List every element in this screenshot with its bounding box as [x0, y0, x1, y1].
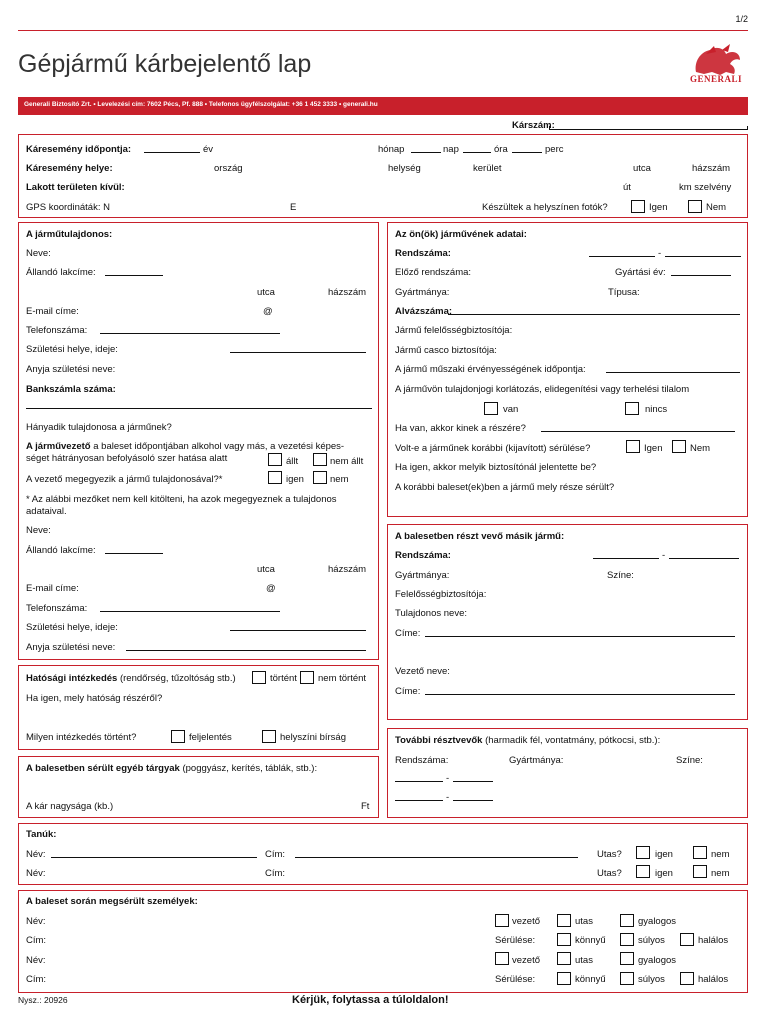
- owner-house-label: házszám: [328, 287, 367, 298]
- tick: [549, 126, 550, 130]
- witness2-passenger-label: Utas?: [597, 868, 622, 879]
- authority-no-label: nem történt: [318, 673, 367, 684]
- year-made-label: Gyártási év:: [615, 267, 666, 278]
- prior-yes-label: Igen: [644, 443, 663, 454]
- participant2-reg-2[interactable]: [453, 795, 493, 801]
- owner-title: A járműtulajdonos:: [26, 229, 113, 240]
- owner-count-label: Hányadik tulajdonosa a járműnek?: [26, 422, 172, 433]
- injured1-passenger-checkbox[interactable]: [557, 914, 571, 927]
- owner-name-label: Neve:: [26, 248, 51, 259]
- influence-yes-label: állt: [286, 456, 299, 467]
- same-yes-label: igen: [286, 474, 304, 485]
- prev-reg-label: Előző rendszáma:: [395, 267, 472, 278]
- driver-name-label: Neve:: [26, 525, 51, 536]
- owner-address-label: Állandó lakcíme:: [26, 267, 96, 278]
- mot-label: A jármű műszaki érvényességének időpontja:: [395, 364, 586, 375]
- witness1-address-label: Cím:: [265, 849, 286, 860]
- brand-name: GENERALI: [690, 74, 743, 84]
- form-code: Nysz.: 20926: [18, 995, 68, 1005]
- town-label: helység: [388, 163, 421, 174]
- currency-label: Ft: [361, 801, 370, 812]
- day-field[interactable]: [411, 147, 441, 153]
- participants-title-rest: (harmadik fél, vontatmány, pótkocsi, stb.):: [482, 735, 661, 746]
- at-sign-2: @: [266, 583, 276, 594]
- gps-label: GPS koordináták: N: [26, 202, 110, 213]
- banner-text: Generali Biztosító Zrt. • Levelezési cím: 7602 Pécs, Pf. 888 • Telefonos ügyfélszolgálat: +36 1 452 3333 • generali.hu: [24, 101, 378, 108]
- top-rule: [18, 30, 748, 31]
- injured2-light-label: könnyű: [575, 974, 606, 985]
- authority-no-checkbox[interactable]: [300, 671, 314, 684]
- other-make-label: Gyártmánya:: [395, 570, 450, 581]
- dash: -: [446, 792, 450, 803]
- restriction-no-checkbox[interactable]: [625, 402, 639, 415]
- other-owner-label: Tulajdonos neve:: [395, 608, 468, 619]
- continue-note: Kérjük, folytassa a túloldalon!: [292, 994, 449, 1006]
- minute-field[interactable]: [512, 147, 542, 153]
- witness1-no-checkbox[interactable]: [693, 846, 707, 859]
- bank-account-field[interactable]: [26, 403, 372, 409]
- injured1-driver-checkbox[interactable]: [495, 914, 509, 927]
- participants-title-bold: További résztvevők: [395, 735, 483, 746]
- participant1-reg-2[interactable]: [453, 776, 493, 782]
- objects-title: [26, 763, 317, 774]
- driver-text2: séget hátrányosan befolyásoló szer hatása alatt: [26, 453, 228, 464]
- driver-zip-field[interactable]: [105, 548, 163, 554]
- owner-note: [26, 494, 337, 518]
- photos-no-label: Nem: [706, 202, 727, 213]
- restriction-yes-checkbox[interactable]: [484, 402, 498, 415]
- injured2-fatal-label: halálos: [698, 974, 729, 985]
- road-label: út: [623, 182, 631, 193]
- year-label: év: [203, 144, 214, 155]
- injured2-severe-label: súlyos: [638, 974, 665, 985]
- witness1-yes-checkbox[interactable]: [636, 846, 650, 859]
- witness2-name-label: Név:: [26, 868, 46, 879]
- other-address-field[interactable]: [425, 631, 735, 637]
- owner-birth-label: Születési helye, ideje:: [26, 344, 118, 355]
- participants-reg-label: Rendszáma:: [395, 755, 449, 766]
- year-field[interactable]: [144, 147, 200, 153]
- dash: -: [446, 773, 450, 784]
- minute-label: perc: [545, 144, 564, 155]
- witness2-no-label: nem: [711, 868, 730, 879]
- injured1-severe-label: súlyos: [638, 935, 665, 946]
- info-banner: [18, 97, 748, 115]
- km-label: km szelvény: [679, 182, 732, 193]
- authority-yes-label: történt: [270, 673, 297, 684]
- chassis-label: Alvázszáma:: [395, 306, 453, 317]
- witness1-passenger-label: Utas?: [597, 849, 622, 860]
- injured1-light-label: könnyű: [575, 935, 606, 946]
- witness1-address-field[interactable]: [295, 852, 578, 858]
- injured2-passenger-label: utas: [575, 955, 593, 966]
- mot-field[interactable]: [606, 367, 740, 373]
- same-driver-label: A vezető megegyezik a jármű tulajdonosával?*: [26, 474, 223, 485]
- note-line1: * Az alábbi mezőket nem kell kitölteni, ha azok megegyeznek a tulajdonos: [26, 494, 337, 505]
- at-sign: @: [263, 306, 273, 317]
- owner-phone-field[interactable]: [100, 328, 280, 334]
- driver-birth-label: Születési helye, ideje:: [26, 622, 118, 633]
- report-label: feljelentés: [189, 732, 232, 743]
- restriction-label: A járművön tulajdonjogi korlátozás, elidegenítési vagy terhelési tilalom: [395, 384, 690, 395]
- injured1-pedestrian-label: gyalogos: [638, 916, 677, 927]
- photos-question: Készültek a helyszínen fotók?: [482, 202, 608, 213]
- gps-e-label: E: [290, 202, 297, 213]
- authority-title-rest: (rendőrség, tűzoltóság stb.): [117, 673, 236, 684]
- photos-yes-label: Igen: [649, 202, 668, 213]
- witness2-no-checkbox[interactable]: [693, 865, 707, 878]
- owner-street-label: utca: [257, 287, 275, 298]
- other-title: A balesetben részt vevő másik jármű:: [395, 531, 565, 542]
- participants-color-label: Színe:: [676, 755, 703, 766]
- whom-label: Ha van, akkor kinek a részére?: [395, 423, 526, 434]
- injured1-pedestrian-checkbox[interactable]: [620, 914, 634, 927]
- injured1-name-label: Név:: [26, 916, 46, 927]
- participants-make-label: Gyártmánya:: [509, 755, 564, 766]
- injured2-pedestrian-checkbox[interactable]: [620, 952, 634, 965]
- make-label: Gyártmánya:: [395, 287, 450, 298]
- injured2-light-checkbox[interactable]: [557, 972, 571, 985]
- injured1-light-checkbox[interactable]: [557, 933, 571, 946]
- other-address-label: Címe:: [395, 628, 421, 639]
- other-reg-field-2[interactable]: [669, 553, 739, 559]
- claim-number-field[interactable]: [549, 124, 748, 130]
- influence-no-checkbox[interactable]: [313, 453, 327, 466]
- injured2-address-label: Cím:: [26, 974, 47, 985]
- witness2-yes-label: igen: [655, 868, 673, 879]
- driver-email-label: E-mail címe:: [26, 583, 79, 594]
- owner-zip-field[interactable]: [105, 270, 163, 276]
- authority-yes-checkbox[interactable]: [252, 671, 266, 684]
- driver-address-label: Állandó lakcíme:: [26, 545, 96, 556]
- whom-field[interactable]: [541, 426, 735, 432]
- photos-no-checkbox[interactable]: [688, 200, 702, 213]
- driver-phone-field[interactable]: [100, 606, 280, 612]
- witness2-address-label: Cím:: [265, 868, 286, 879]
- vehicle-title: Az ön(ök) járművének adatai:: [395, 229, 527, 240]
- injured1-severe-checkbox[interactable]: [620, 933, 634, 946]
- vehicle-reg-field-1[interactable]: [589, 251, 655, 257]
- month-label: hónap: [378, 144, 405, 155]
- other-address2-field[interactable]: [425, 689, 735, 695]
- participant1-reg-1[interactable]: [395, 776, 443, 782]
- other-reg-label: Rendszáma:: [395, 550, 451, 561]
- owner-email-label: E-mail címe:: [26, 306, 79, 317]
- owner-birth-field[interactable]: [230, 347, 366, 353]
- page-number: 1/2: [735, 14, 748, 24]
- type-label: Típusa:: [608, 287, 640, 298]
- dash: -: [662, 550, 666, 561]
- event-place-label: Káresemény helye:: [26, 163, 113, 174]
- other-color-label: Színe:: [607, 570, 634, 581]
- chassis-field[interactable]: [448, 309, 740, 315]
- fine-label: helyszíni bírság: [280, 732, 347, 743]
- outside-area-label: Lakott területen kívül:: [26, 182, 125, 193]
- injured1-fatal-label: halálos: [698, 935, 729, 946]
- driver-phone-label: Telefonszáma:: [26, 603, 88, 614]
- prior-no-checkbox[interactable]: [672, 440, 686, 453]
- other-reg-field-1[interactable]: [593, 553, 659, 559]
- hour-field[interactable]: [463, 147, 491, 153]
- injured2-driver-checkbox[interactable]: [495, 952, 509, 965]
- influence-yes-checkbox[interactable]: [268, 453, 282, 466]
- other-address2-label: Címe:: [395, 686, 421, 697]
- driver-bold: A járművezető: [26, 441, 91, 452]
- driver-street-label: utca: [257, 564, 275, 575]
- driver-birth-field[interactable]: [230, 625, 366, 631]
- driver-house-label: házszám: [328, 564, 367, 575]
- hour-label: óra: [494, 144, 508, 155]
- country-label: ország: [214, 163, 243, 174]
- injured2-passenger-checkbox[interactable]: [557, 952, 571, 965]
- bank-account-label: Bankszámla száma:: [26, 384, 116, 395]
- injured2-fatal-checkbox[interactable]: [680, 972, 694, 985]
- witness1-no-label: nem: [711, 849, 730, 860]
- injured2-driver-label: vezető: [512, 955, 540, 966]
- damage-amount-label: A kár nagysága (kb.): [26, 801, 114, 812]
- witness1-name-label: Név:: [26, 849, 46, 860]
- prior-yes-checkbox[interactable]: [626, 440, 640, 453]
- participant2-reg-1[interactable]: [395, 795, 443, 801]
- influence-no-label: nem állt: [330, 456, 364, 467]
- injured2-severe-checkbox[interactable]: [620, 972, 634, 985]
- injured1-passenger-label: utas: [575, 916, 593, 927]
- restriction-yes-label: van: [503, 404, 519, 415]
- witness2-yes-checkbox[interactable]: [636, 865, 650, 878]
- vehicle-reg-field-2[interactable]: [665, 251, 741, 257]
- dash: -: [658, 248, 662, 259]
- insurer-label: Ha igen, akkor melyik biztosítónál jelentette be?: [395, 462, 597, 473]
- injured1-injury-label: Sérülése:: [495, 935, 536, 946]
- injured2-injury-label: Sérülése:: [495, 974, 536, 985]
- claim-number-label: Kárszám:: [512, 120, 555, 131]
- casco-label: Jármű casco biztosítója:: [395, 345, 497, 356]
- driver-text1: a baleset időpontjában alkohol vagy más, a vezetési képes-: [90, 441, 345, 452]
- objects-title-rest: (poggyász, kerítés, táblák, stb.):: [179, 763, 318, 774]
- district-label: kerület: [473, 163, 502, 174]
- tick: [747, 126, 748, 130]
- owner-phone-label: Telefonszáma:: [26, 325, 88, 336]
- photos-yes-checkbox[interactable]: [631, 200, 645, 213]
- witness1-yes-label: igen: [655, 849, 673, 860]
- vehicle-reg-label: Rendszáma:: [395, 248, 451, 259]
- house-number-label: házszám: [692, 163, 731, 174]
- injured1-address-label: Cím:: [26, 935, 47, 946]
- driver-mother-label: Anyja születési neve:: [26, 642, 116, 653]
- note-line2: adataival.: [26, 506, 67, 517]
- other-liability-label: Felelősségbiztosítója:: [395, 589, 487, 600]
- authority-which-label: Ha igen, mely hatóság részéről?: [26, 693, 163, 704]
- street-label: utca: [633, 163, 651, 174]
- report-checkbox[interactable]: [171, 730, 185, 743]
- part-label: A korábbi baleset(ek)ben a jármű mely része sérült?: [395, 482, 615, 493]
- injured1-fatal-checkbox[interactable]: [680, 933, 694, 946]
- injured1-driver-label: vezető: [512, 916, 540, 927]
- prior-damage-label: Volt-e a járműnek korábbi (kijavított) sérülése?: [395, 443, 591, 454]
- same-yes-checkbox[interactable]: [268, 471, 282, 484]
- fine-checkbox[interactable]: [262, 730, 276, 743]
- injured-title: A baleset során megsérült személyek:: [26, 896, 198, 907]
- owner-mother-label: Anyja születési neve:: [26, 364, 116, 375]
- injured2-pedestrian-label: gyalogos: [638, 955, 677, 966]
- same-no-checkbox[interactable]: [313, 471, 327, 484]
- generali-logo: [686, 42, 746, 88]
- objects-title-bold: A balesetben sérült egyéb tárgyak: [26, 763, 180, 774]
- authority-title-bold: Hatósági intézkedés: [26, 673, 118, 684]
- witnesses-title: Tanúk:: [26, 829, 57, 840]
- injured2-name-label: Név:: [26, 955, 46, 966]
- other-driver-label: Vezető neve:: [395, 666, 450, 677]
- event-time-label: Káresemény időpontja:: [26, 144, 132, 155]
- participants-title: [395, 735, 660, 746]
- prior-no-label: Nem: [690, 443, 711, 454]
- page-title: Gépjármű kárbejelentő lap: [18, 50, 312, 78]
- witness1-name-field[interactable]: [51, 852, 257, 858]
- authority-title: [26, 673, 236, 684]
- restriction-no-label: nincs: [645, 404, 668, 415]
- liability-label: Jármű felelősségbiztosítója:: [395, 325, 513, 336]
- year-made-field[interactable]: [671, 270, 731, 276]
- same-no-label: nem: [330, 474, 349, 485]
- authority-what-label: Milyen intézkedés történt?: [26, 732, 137, 743]
- day-label: nap: [443, 144, 459, 155]
- driver-mother-field[interactable]: [126, 645, 366, 651]
